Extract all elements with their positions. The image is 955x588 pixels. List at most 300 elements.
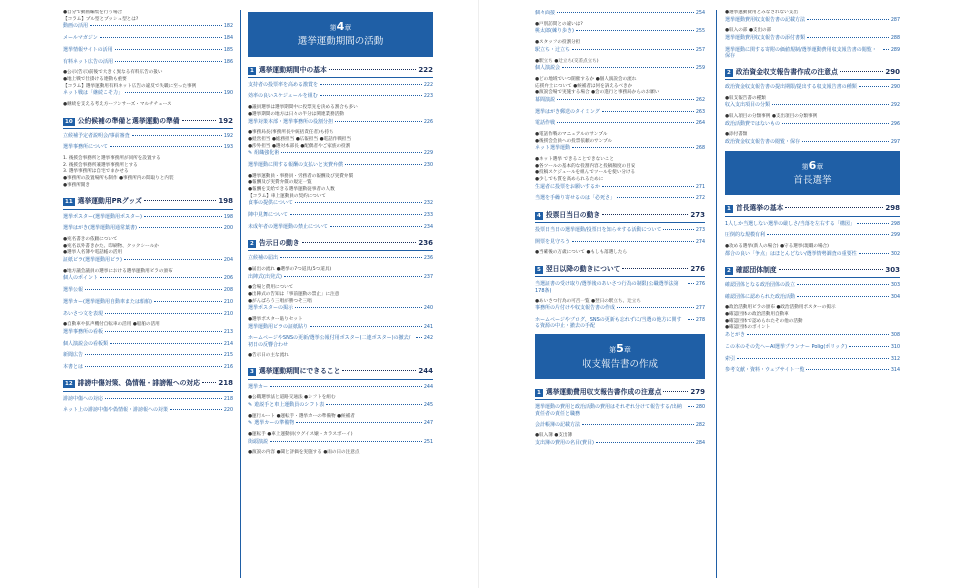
toc-entry[interactable] — [725, 332, 900, 339]
toc-entry[interactable] — [63, 311, 233, 318]
section-heading[interactable] — [535, 385, 705, 400]
toc-entry-row — [63, 341, 233, 348]
subtopic-line: ●地上戦で仕掛ける連動も重要 — [63, 76, 127, 82]
page-number: 210 — [223, 299, 233, 305]
toc-entry[interactable] — [725, 367, 900, 374]
page-number: 186 — [223, 59, 233, 65]
section-heading[interactable] — [725, 65, 900, 80]
toc-entry[interactable] — [725, 356, 900, 363]
toc-entry[interactable] — [63, 407, 233, 414]
subtopic-line: ●宛名書きの依頼について — [63, 237, 118, 243]
dot-leader — [622, 268, 688, 269]
toc-entry[interactable] — [248, 200, 433, 207]
toc-entry-row — [248, 274, 433, 281]
toc-entry[interactable] — [725, 294, 900, 301]
section-title: 誹謗中傷対策、偽情報・誹謗報への対応 — [77, 379, 200, 388]
entry-title: 誹謗中傷への対応 — [63, 395, 104, 402]
toc-entry-row — [63, 311, 233, 318]
subtopic-line: ●自分で動画編集を行う場合 — [63, 10, 123, 15]
entry-title: 政治資金収支報告書の提出期限/提出する収支報告書の種類 — [725, 83, 857, 90]
entry-title: 個人演説会 — [535, 65, 561, 72]
toc-entry-row — [535, 145, 705, 152]
entry-title: 選挙はがき郵送のタイミング — [535, 108, 600, 115]
toc-entry[interactable] — [725, 102, 900, 109]
toc-entry[interactable] — [63, 275, 233, 282]
subtopic-line: ●政治活動用ビラの頒布 ●政治活動用ポスターの掲示 — [725, 305, 836, 311]
toc-entry[interactable] — [63, 90, 233, 97]
toc-entry[interactable] — [248, 384, 433, 391]
toc-entry[interactable] — [535, 120, 705, 127]
dot-leader — [85, 366, 222, 367]
entry-title: 選挙対策本部・選挙事務所の役割分担 — [248, 118, 334, 125]
dot-leader — [562, 67, 694, 68]
toc-entry-row — [248, 212, 433, 219]
dot-leader — [663, 391, 688, 392]
entry-title: 動画の活用 — [63, 23, 89, 30]
dot-leader — [840, 71, 884, 72]
subtopic-line: ●収支報告書の種類 — [725, 95, 766, 101]
chapter-title: 首長選挙 — [793, 175, 832, 187]
toc-entry[interactable] — [63, 287, 233, 294]
page-number: 274 — [695, 239, 705, 245]
page-number: 290 — [885, 67, 900, 76]
dot-leader — [202, 382, 216, 383]
toc-entry[interactable] — [535, 10, 705, 17]
page-number: 268 — [695, 146, 705, 152]
toc-entry-row — [725, 232, 900, 239]
toc-column — [248, 10, 433, 578]
page-number: 244 — [418, 367, 433, 376]
page-number: 259 — [695, 66, 705, 72]
page-number: 215 — [223, 353, 233, 359]
toc-entry[interactable] — [725, 47, 900, 60]
page-number: 218 — [218, 379, 233, 388]
dot-leader — [85, 354, 222, 355]
page-number: 279 — [690, 388, 705, 397]
subtopic-line: ●ネット選挙 できることできないこと — [535, 157, 614, 163]
page-number: 287 — [890, 17, 900, 23]
subtopic-line: ●投稿スケジュールを組んでツールを使い分ける — [535, 170, 636, 176]
section-number-badge: 2 — [727, 267, 731, 274]
page-number: 192 — [223, 133, 233, 139]
dot-leader — [557, 122, 694, 123]
toc-entry[interactable] — [248, 324, 433, 331]
toc-entry[interactable] — [248, 224, 433, 231]
entry-title: 証紙ビラ(選挙運動用ビラ) — [63, 256, 122, 263]
toc-entry[interactable] — [63, 257, 233, 264]
column-divider — [240, 10, 241, 578]
entry-title: 立候補予定者説明会/事前審査 — [63, 132, 130, 139]
page-number: 198 — [223, 214, 233, 220]
entry-title: 選挙ポスター(選挙運動用ポスター) — [63, 213, 142, 220]
chapter-title: 選挙運動期間の活動 — [297, 36, 384, 48]
toc-entry[interactable] — [63, 23, 233, 30]
entry-title: 選挙カー(選挙運動用自動車または船舶) — [63, 298, 152, 305]
toc-entry[interactable] — [725, 139, 900, 146]
entry-title: 選挙運動に関する報酬の支払いと実費弁償 — [248, 161, 344, 168]
toc-entry[interactable] — [248, 150, 433, 157]
toc-entry[interactable] — [535, 145, 705, 152]
toc-entry-row — [63, 214, 233, 221]
toc-entry[interactable] — [725, 221, 900, 228]
entry-title: 選挙はがき(選挙運動用通常葉書) — [63, 225, 137, 232]
dot-leader — [767, 234, 889, 235]
toc-entry[interactable] — [535, 281, 705, 294]
section-number-badge: 1 — [537, 390, 541, 397]
toc-entry-row — [725, 282, 900, 289]
toc-entry[interactable] — [63, 133, 233, 140]
toc-entry[interactable] — [248, 439, 433, 446]
toc-entry-row — [63, 329, 233, 336]
page-number: 237 — [423, 274, 433, 280]
subtopic-line: ●報酬を支給できる選挙運動従事者の人数 — [248, 187, 335, 192]
subtopic-line: ●運転手 ●車上運動員(ウグイス嬢・カラスボーイ) — [248, 432, 353, 438]
toc-entry[interactable] — [725, 121, 900, 128]
dot-leader — [105, 313, 222, 314]
subtopic-line: ●継続を支える考え方ーフンサーズ・マルチチュース — [63, 101, 172, 107]
toc-entry-row — [63, 364, 233, 371]
toc-entry[interactable] — [63, 352, 233, 359]
page-number: 290 — [890, 84, 900, 90]
toc-entry[interactable] — [248, 274, 433, 281]
page-number: 247 — [423, 421, 433, 427]
page-number: 292 — [890, 103, 900, 109]
dot-leader — [110, 343, 222, 344]
entry-title: 選挙運動用ビラの証紙貼り — [248, 323, 309, 330]
toc-entry-row — [248, 335, 433, 348]
toc-entry-row — [535, 65, 705, 72]
toc-entry[interactable] — [725, 84, 900, 91]
toc-entry[interactable] — [725, 344, 900, 351]
page-number: 273 — [690, 210, 705, 219]
dot-leader — [115, 61, 222, 62]
dot-leader — [144, 200, 216, 201]
page-number: 185 — [223, 47, 233, 53]
toc-entry[interactable] — [248, 82, 433, 89]
toc-entry-row — [63, 23, 233, 30]
dot-leader — [295, 202, 422, 203]
toc-entry-row — [63, 407, 233, 414]
dot-leader — [807, 37, 889, 38]
page-number: 303 — [885, 265, 900, 274]
page-number: 229 — [423, 151, 433, 157]
section-heading[interactable] — [63, 194, 233, 209]
page-number: 298 — [890, 221, 900, 227]
toc-entry-row — [63, 90, 233, 97]
entry-title: 生還者に投票をお願いするか — [535, 183, 601, 190]
chapter-label-prefix: 第 — [329, 24, 337, 32]
subtopic-line: ●公職選挙法と道路交通法 ●シフトを組む — [248, 395, 336, 401]
subtopic-line: ●議員選挙は選挙期間中に投票先を決める割合も多い — [248, 105, 358, 111]
section-heading[interactable] — [63, 376, 233, 391]
toc-entry[interactable] — [535, 317, 705, 330]
toc-entry-row — [63, 59, 233, 66]
subtopic-line: ●事務所開き — [63, 182, 90, 188]
page-number: 240 — [423, 306, 433, 312]
toc-entry[interactable] — [535, 184, 705, 191]
toc-entry[interactable] — [535, 227, 705, 234]
toc-entry[interactable] — [248, 162, 433, 169]
entry-title: 支持者の投票率を高める激賞を — [248, 81, 319, 88]
subtopic-line: ●選挙人名簿や電話帳の活用 — [63, 250, 123, 256]
toc-entry-row — [535, 422, 705, 429]
toc-entry[interactable] — [535, 97, 705, 104]
toc-entry[interactable] — [63, 59, 233, 66]
page-number: 210 — [223, 311, 233, 317]
toc-entry[interactable] — [535, 109, 705, 116]
toc-entry[interactable] — [725, 251, 900, 258]
entry-title: 選挙運動に関する寄附の価値規制/選挙運動費用収支報告書の閲覧・保存 — [725, 46, 877, 60]
entry-title: 会計帳簿の記載方法 — [535, 421, 581, 428]
page-number: 190 — [223, 91, 233, 97]
dot-leader — [779, 269, 884, 270]
section-number-badge: 1 — [250, 67, 254, 74]
entry-title: 政治活動費ではないもの — [725, 120, 781, 127]
entry-title: 幕間演説 — [535, 96, 556, 103]
toc-entry-row — [248, 324, 433, 331]
section-title: 首長選挙の基本 — [735, 204, 784, 213]
entry-title: この本のその先へーAI選挙プランナー Polig(ポリック) — [725, 343, 848, 350]
entry-title: 選挙カー — [248, 383, 269, 390]
toc-entry[interactable] — [248, 420, 433, 427]
dot-leader — [688, 319, 694, 320]
toc-entry-row — [63, 287, 233, 294]
subtopic-line: ●攻める選挙(新人の場合) ●守る選挙(現職の場合) — [725, 243, 829, 249]
toc-entry-row — [725, 221, 900, 228]
dot-leader — [310, 326, 422, 327]
toc-entry[interactable] — [63, 225, 233, 232]
dot-leader — [295, 307, 422, 308]
toc-entry-row — [725, 251, 900, 258]
toc-entry[interactable] — [535, 47, 705, 54]
subtopic-line: ●収入項目の分類事例 ●支出項目の分類事例 — [725, 114, 818, 119]
chapter-banner — [248, 12, 433, 57]
page-gutter — [478, 0, 479, 588]
toc-entry[interactable] — [535, 239, 705, 246]
toc-entry[interactable] — [535, 195, 705, 202]
dot-leader — [572, 49, 694, 50]
entry-title: 桃太郎(練り歩き) — [535, 28, 574, 35]
entry-title: 個人のポイント — [63, 275, 99, 282]
page-number: 222 — [423, 82, 433, 88]
chapter-banner — [725, 151, 900, 196]
dot-leader — [859, 86, 889, 87]
toc-entry[interactable] — [63, 214, 233, 221]
toc-entry[interactable] — [248, 212, 433, 219]
dot-leader — [115, 49, 222, 50]
toc-entry[interactable] — [725, 35, 900, 42]
dot-leader — [124, 259, 222, 260]
toc-entry[interactable] — [248, 119, 433, 126]
dot-leader — [182, 120, 217, 121]
section-heading[interactable] — [248, 63, 433, 78]
subtopic-line: ●宛名以外書きかた、印刷物、クックシールか — [63, 243, 159, 249]
section-number-badge: 2 — [727, 69, 731, 76]
toc-entry[interactable] — [63, 396, 233, 403]
toc-entry[interactable] — [248, 93, 433, 100]
page-number: 280 — [695, 405, 705, 411]
entry-title: ネット選挙運動 — [535, 145, 571, 152]
subtopic-line: ●報酬及び実費弁償の規定一覧 — [248, 180, 312, 186]
toc-entry-row — [725, 47, 900, 60]
dot-leader — [90, 25, 222, 26]
toc-entry[interactable] — [535, 65, 705, 72]
toc-entry-row — [535, 97, 705, 104]
entry-title: 索引 — [725, 355, 736, 362]
toc-entry-row — [725, 139, 900, 146]
page-number: 276 — [690, 264, 705, 273]
toc-entry-row — [248, 93, 433, 100]
toc-entry-row — [725, 356, 900, 363]
section-heading[interactable] — [725, 201, 900, 216]
dot-leader — [772, 104, 889, 105]
entry-title: 都合の良い「争点」はほとんどない/選挙情勢調査の重要性 — [725, 250, 857, 257]
pencil-icon: ✎ — [248, 150, 253, 157]
toc-entry[interactable] — [63, 144, 233, 151]
dot-leader — [596, 442, 694, 443]
subtopic-line: ●当確後の万歳について ●もしも落選したら — [535, 250, 628, 256]
page-number: 208 — [223, 288, 233, 294]
page-number: 310 — [890, 344, 900, 350]
chapter-digit: 4 — [336, 20, 345, 33]
toc-entry[interactable] — [535, 305, 705, 312]
entry-title: 支出簿の費用の名目(費目) — [535, 440, 594, 447]
entry-title: 選挙運動費用収支報告書の記載方法 — [725, 16, 806, 23]
toc-entry[interactable] — [63, 299, 233, 306]
toc-entry-row — [535, 195, 705, 202]
toc-entry[interactable] — [725, 282, 900, 289]
page-number: 216 — [223, 365, 233, 371]
toc-entry-row — [248, 439, 433, 446]
subtopic-line: ●少しでも質を高められるために — [535, 177, 604, 183]
page-number: 242 — [423, 336, 433, 342]
toc-entry-row — [248, 420, 433, 427]
entry-title: ネット上の誹謗中傷や偽情報・誹謗報への対策 — [63, 407, 169, 414]
dot-leader — [320, 95, 422, 96]
toc-entry[interactable] — [63, 329, 233, 336]
dot-leader — [284, 276, 422, 277]
toc-entry-row — [535, 184, 705, 191]
subtopic-line: ●後援会会員への投票依頼のサンプル — [535, 138, 613, 144]
subtopic-line: ●あいさつ行為の可否一覧 ●翌日の駅立ち、辻立ち — [535, 298, 641, 304]
page-number: 304 — [890, 294, 900, 300]
entry-title: 当選証書の受け取り/選挙後のあいさつ行為の制限(公職選挙法第178条) — [535, 281, 679, 294]
right-page — [535, 10, 915, 578]
toc-entry-row — [63, 396, 233, 403]
section-title: 選挙運動費用収支報告書作成の注意点 — [545, 388, 662, 397]
section-heading[interactable] — [535, 208, 705, 223]
entry-title: あいさつ文を表現 — [63, 310, 104, 317]
dot-leader — [270, 386, 422, 387]
entry-title: 街頭演説 — [248, 438, 269, 445]
section-heading[interactable] — [535, 262, 705, 277]
section-heading[interactable] — [63, 114, 233, 129]
subtopic-line: ●確認団体の政治活動用自動車 — [725, 312, 789, 318]
page-number: 230 — [423, 162, 433, 168]
subtopic-line: ●事務局長(事務所長や統括責任者)も持ち — [248, 130, 334, 136]
entry-title: 陣中見舞について — [248, 212, 288, 219]
toc-entry-row — [535, 440, 705, 447]
column-divider — [716, 10, 717, 578]
entry-title: 駅立ち・辻立ち — [535, 46, 571, 53]
page-number: 192 — [218, 116, 233, 125]
note-line: 応援弁士について ●候補者は何を訴えるべきか — [535, 83, 633, 89]
dot-leader — [416, 337, 422, 338]
entry-title: 収入支出項目の分類 — [725, 102, 771, 109]
toc-entry[interactable] — [63, 341, 233, 348]
subtopic-line: ●電話作戦のマニュアルのサンプル — [535, 132, 608, 138]
page-number: 206 — [223, 276, 233, 282]
entry-title: 参考文献・資料・ウェブサイト一覧 — [725, 367, 805, 374]
toc-entry[interactable] — [725, 232, 900, 239]
section-number-badge: 1 — [727, 206, 731, 213]
dot-leader — [320, 84, 422, 85]
page-number: 220 — [223, 408, 233, 414]
subtopic-line: ●選挙期間の地方は日々の半分は関連業務活動 — [248, 111, 344, 117]
entry-title: 圧倒的な規模有利 — [725, 232, 766, 239]
dot-leader — [806, 369, 888, 370]
dot-leader — [849, 346, 889, 347]
chapter-number — [729, 159, 896, 173]
toc-entry-row — [535, 10, 705, 17]
dot-leader — [281, 152, 422, 153]
toc-entry[interactable] — [63, 47, 233, 54]
page-number: 297 — [890, 140, 900, 146]
page-number: 296 — [890, 121, 900, 127]
toc-entry[interactable] — [248, 402, 433, 409]
page-number: 204 — [223, 257, 233, 263]
toc-entry-row — [248, 119, 433, 126]
page-number: 312 — [890, 356, 900, 362]
toc-entry[interactable] — [535, 422, 705, 429]
entry-title: 確認団体に認められた政治活動 — [725, 293, 796, 300]
chapter-number — [252, 20, 429, 34]
toc-entry[interactable] — [248, 335, 433, 348]
toc-entry-row — [248, 150, 433, 157]
page-number: 278 — [695, 317, 705, 323]
toc-entry-row — [535, 305, 705, 312]
toc-entry-row — [63, 352, 233, 359]
subtopic-line: ●公示(告示)前後で大きく異なる有料広告の扱い — [63, 70, 163, 76]
chapter-digit: 5 — [616, 342, 624, 356]
toc-entry[interactable] — [63, 364, 233, 371]
section-heading[interactable] — [725, 263, 900, 278]
toc-entry[interactable] — [248, 305, 433, 312]
chapter-label-prefix: 第 — [609, 346, 617, 355]
toc-entry[interactable] — [535, 440, 705, 447]
entry-title: ホームページやブログ、SNSの更新も忘れずに/当選の他方に関する資源の中止・撤去の手配 — [535, 316, 682, 330]
page-number: 213 — [223, 329, 233, 335]
toc-entry[interactable] — [535, 28, 705, 35]
section-number-badge: 3 — [250, 369, 254, 376]
entry-title: 個々面接 — [535, 10, 556, 16]
note-line: 2. 後援会事務所兼選挙事務所とする — [63, 162, 138, 168]
section-heading[interactable] — [248, 364, 433, 379]
toc-entry[interactable] — [725, 17, 900, 24]
dot-leader — [105, 331, 222, 332]
dot-leader — [576, 30, 694, 31]
toc-entry[interactable] — [535, 404, 705, 417]
toc-entry-row — [725, 35, 900, 42]
page-number: 241 — [423, 324, 433, 330]
section-title: 投票日当日の動き — [545, 210, 601, 219]
entry-title: メールマガジン — [63, 35, 98, 42]
section-number-badge: 10 — [65, 118, 73, 125]
toc-entry[interactable] — [248, 255, 433, 262]
toc-entry[interactable] — [63, 35, 233, 42]
section-heading[interactable] — [248, 236, 433, 251]
dot-leader — [859, 253, 889, 254]
